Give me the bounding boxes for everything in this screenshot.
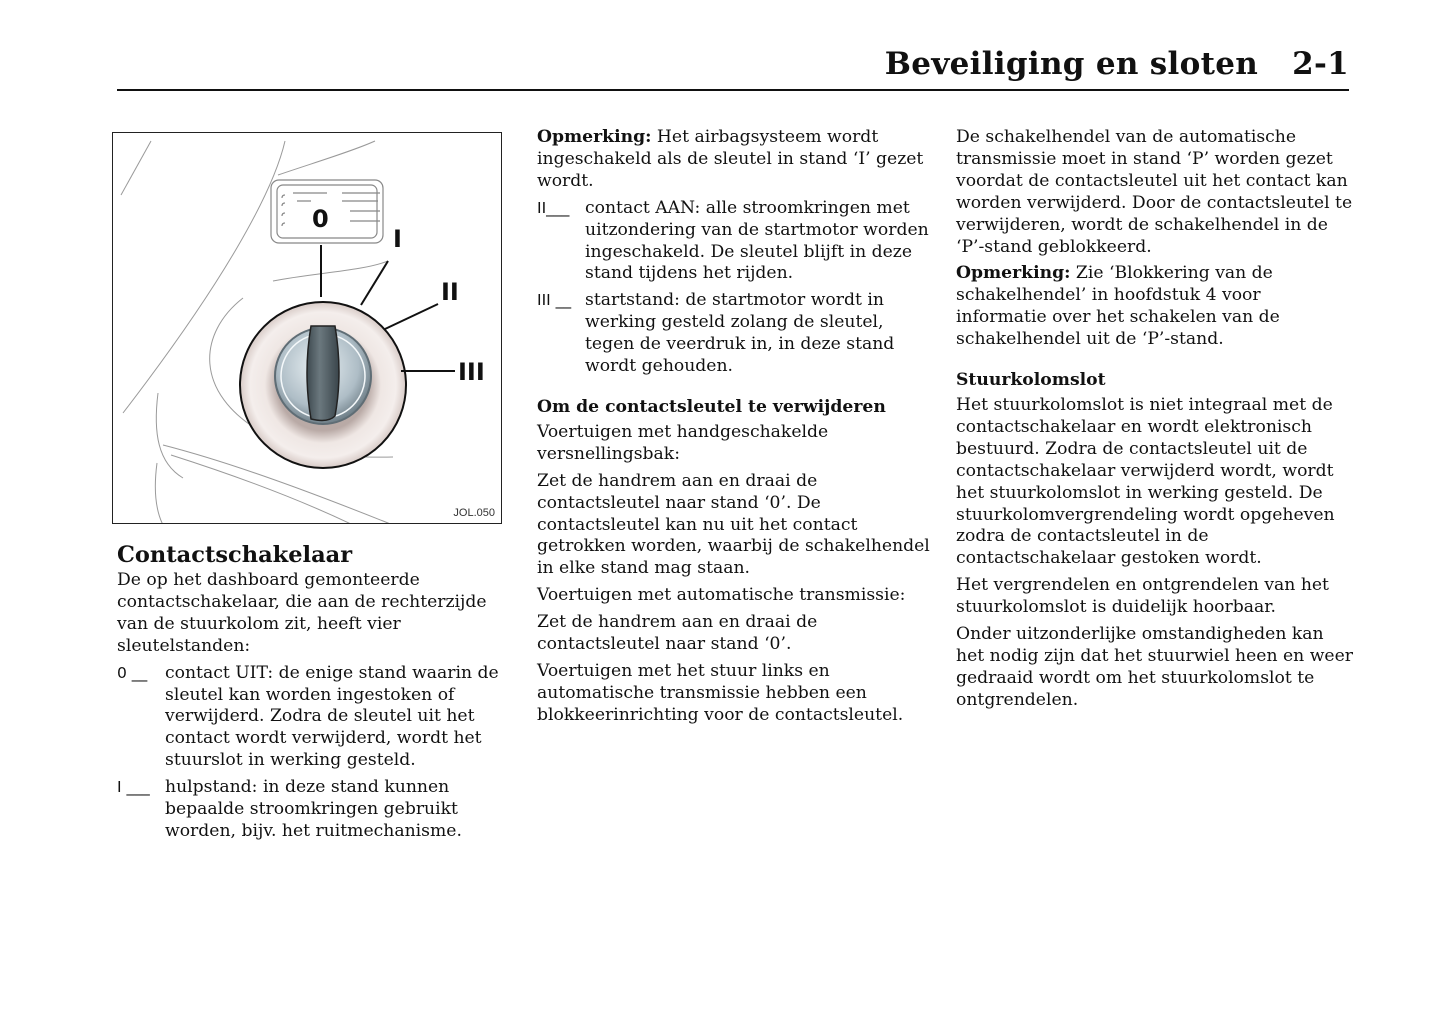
- position-label-ii: II: [441, 278, 459, 306]
- subsection-title-stuurkolomslot: Stuurkolomslot: [956, 370, 1106, 391]
- chapter-title: Beveiliging en sloten: [884, 46, 1259, 82]
- paragraph: Zet de handrem aan en draai de contactsleutel naar stand ‘0’.: [537, 612, 818, 655]
- position-desc: hulpstand: in deze stand kunnen bepaalde stroomkringen gebruikt worden, bijv. het ruitmechanisme.: [165, 777, 462, 841]
- position-item-i: [117, 777, 517, 843]
- header-divider: [117, 89, 1349, 91]
- column-3: [956, 127, 1356, 717]
- position-label-0: 0: [312, 205, 329, 233]
- intro-paragraph: De op het dashboard gemonteerde contactschakelaar, die aan de rechterzijde van de stuurkolom zit, heeft vier sleutelstanden:: [117, 570, 487, 656]
- paragraph-shift-lever: De schakelhendel van de automatische transmissie moet in stand ‘P’ worden gezet voordat de contactsleutel uit het contact kan worden verwijderd. Door de contactsleutel te verwijderen, wordt de schakelhendel in de ‘P’-stand geblokkeerd.: [956, 127, 1353, 257]
- paragraph: Het stuurkolomslot is niet integraal met de contactschakelaar en wordt elektronisch bestuurd. Zodra de contactsleutel uit de contactschakelaar verwijderd wordt, wordt het stuurkolomslot in werking gesteld. De stuurkolomvergrendeling wordt opgeheven zodra de contactsleutel in de contactschakelaar gestoken wordt.: [956, 394, 1335, 569]
- position-desc: startstand: de startmotor wordt in werking gesteld zolang de sleutel, tegen de veerdruk in, in deze stand wordt gehouden.: [585, 290, 895, 377]
- note-label: Opmerking:: [537, 127, 652, 147]
- position-term: I ___: [117, 778, 150, 797]
- position-desc: contact UIT: de enige stand waarin de sleutel kan worden ingestoken of verwijderd. Zodra de sleutel uit het contact wordt verwijderd, wordt het stuurslot in werking gesteld.: [165, 662, 499, 771]
- paragraph: Voertuigen met handgeschakelde versnellingsbak:: [537, 421, 829, 464]
- position-item-iii: [537, 290, 937, 378]
- section-title-contactschakelaar: Contactschakelaar: [117, 542, 353, 568]
- paragraph: Het vergrendelen en ontgrendelen van het stuurkolomslot is duidelijk hoorbaar.: [956, 575, 1329, 618]
- position-label-iii: III: [458, 358, 485, 386]
- column-1: [117, 540, 517, 848]
- note-text: Zie ‘Blokkering van de schakelhendel’ in hoofdstuk 4 voor informatie over het schakelen van de schakelhendel uit de ‘P’-stand.: [956, 263, 1280, 350]
- position-item-0: [117, 663, 517, 773]
- figure-code: JOL.050: [453, 507, 495, 519]
- paragraph: Voertuigen met het stuur links en automatische transmissie hebben een blokkeerinrichting voor de contactsleutel.: [537, 660, 904, 725]
- position-term: 0 __: [117, 663, 148, 682]
- position-item-ii: [537, 198, 937, 286]
- page-header: [885, 46, 1349, 82]
- page-number: 2-1: [1292, 46, 1349, 82]
- paragraph: Zet de handrem aan en draai de contactsleutel naar stand ‘0’. De contactsleutel kan nu uit het contact getrokken worden, waarbij de schakelhendel in elke stand mag staan.: [537, 470, 930, 579]
- key-icon: [307, 326, 339, 420]
- position-label-i: I: [393, 225, 402, 253]
- column-2: [537, 127, 937, 732]
- ignition-switch-illustration: [113, 133, 502, 524]
- paragraph: Voertuigen met automatische transmissie:: [537, 585, 906, 606]
- ignition-switch-figure: [112, 132, 502, 524]
- note-text: Het airbagsysteem wordt ingeschakeld als de sleutel in stand ‘I’ gezet wordt.: [537, 127, 924, 191]
- position-desc: contact AAN: alle stroomkringen met uitzondering van de startmotor worden ingeschakeld. De sleutel blijft in deze stand tijdens het rijden.: [585, 197, 929, 284]
- position-term: II___: [537, 198, 570, 217]
- note-shift-lock: [956, 263, 1356, 351]
- paragraph: Onder uitzonderlijke omstandigheden kan het nodig zijn dat het stuurwiel heen en weer gedraaid wordt om het stuurkolomslot te ontgrendelen.: [956, 624, 1353, 710]
- note-label: Opmerking:: [956, 263, 1071, 284]
- note-airbag: [537, 127, 937, 193]
- subsection-title-remove-key: Om de contactsleutel te verwijderen: [537, 396, 886, 417]
- position-term: III __: [537, 291, 572, 310]
